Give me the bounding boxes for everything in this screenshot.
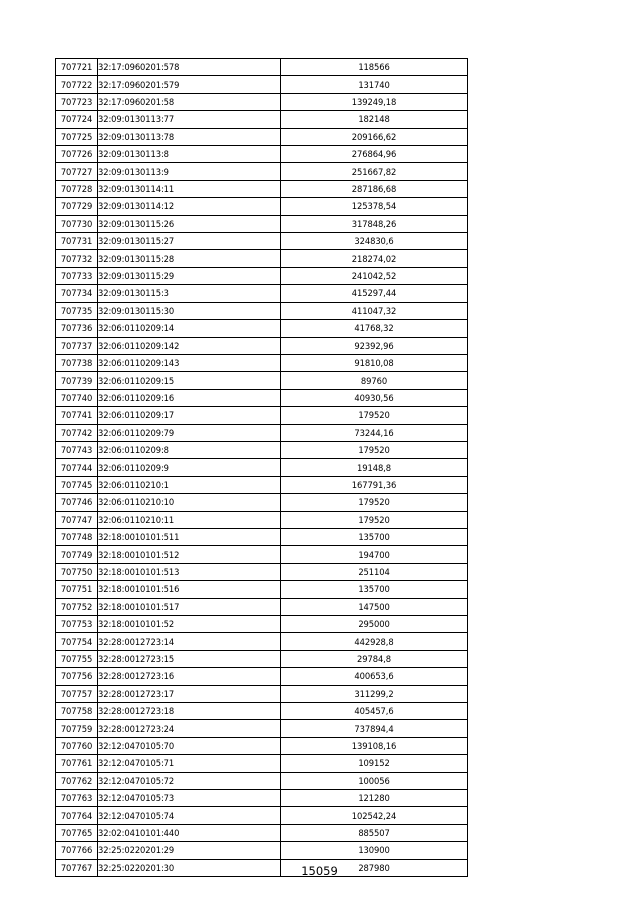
table-row (56, 320, 468, 337)
table-row (56, 407, 468, 424)
cadastral-number-cell: 32:06:0110209:14 (98, 320, 281, 337)
value-cell: 400653,6 (281, 668, 468, 685)
cadastral-number-cell: 32:28:0012723:16 (98, 668, 281, 685)
cadastral-number-cell: 32:06:0110210:1 (98, 476, 281, 493)
cadastral-number-cell: 32:12:0470105:73 (98, 790, 281, 807)
value-cell: 139249,18 (281, 93, 468, 110)
cadastral-number-cell: 32:09:0130115:29 (98, 267, 281, 284)
row-id-cell: 707741 (56, 407, 98, 424)
value-cell: 125378,54 (281, 198, 468, 215)
table-row (56, 285, 468, 302)
table-row (56, 790, 468, 807)
value-cell: 41768,32 (281, 320, 468, 337)
cadastral-number-cell: 32:06:0110210:11 (98, 511, 281, 528)
table-row (56, 128, 468, 145)
value-cell: 251667,82 (281, 163, 468, 180)
cadastral-number-cell: 32:09:0130114:11 (98, 180, 281, 197)
row-id-cell: 707747 (56, 511, 98, 528)
value-cell: 135700 (281, 528, 468, 545)
cadastral-number-cell: 32:09:0130115:26 (98, 215, 281, 232)
row-id-cell: 707722 (56, 76, 98, 93)
cadastral-number-cell: 32:09:0130113:77 (98, 111, 281, 128)
row-id-cell: 707735 (56, 302, 98, 319)
table-row (56, 528, 468, 545)
table-row (56, 76, 468, 93)
cadastral-number-cell: 32:17:0960201:579 (98, 76, 281, 93)
table-row (56, 755, 468, 772)
value-cell: 287980 (281, 859, 468, 876)
table-row (56, 476, 468, 493)
table-row (56, 250, 468, 267)
table-row (56, 441, 468, 458)
cadastral-number-cell: 32:18:0010101:513 (98, 563, 281, 580)
value-cell: 147500 (281, 598, 468, 615)
row-id-cell: 707750 (56, 563, 98, 580)
table-row (56, 668, 468, 685)
row-id-cell: 707755 (56, 650, 98, 667)
cadastral-number-cell: 32:12:0470105:72 (98, 772, 281, 789)
value-cell: 241042,52 (281, 267, 468, 284)
table-row (56, 146, 468, 163)
cadastral-number-cell: 32:06:0110210:10 (98, 494, 281, 511)
table-row (56, 180, 468, 197)
value-cell: 179520 (281, 494, 468, 511)
cadastral-number-cell: 32:09:0130113:78 (98, 128, 281, 145)
table-row (56, 807, 468, 824)
row-id-cell: 707721 (56, 59, 98, 76)
cadastral-number-cell: 32:09:0130113:9 (98, 163, 281, 180)
value-cell: 167791,36 (281, 476, 468, 493)
cadastral-number-cell: 32:25:0220201:29 (98, 842, 281, 859)
value-cell: 121280 (281, 790, 468, 807)
value-cell: 287186,68 (281, 180, 468, 197)
table-row (56, 598, 468, 615)
row-id-cell: 707749 (56, 546, 98, 563)
table-row (56, 302, 468, 319)
cadastral-number-cell: 32:12:0470105:74 (98, 807, 281, 824)
value-cell: 737894,4 (281, 720, 468, 737)
cadastral-number-cell: 32:12:0470105:70 (98, 737, 281, 754)
row-id-cell: 707764 (56, 807, 98, 824)
row-id-cell: 707723 (56, 93, 98, 110)
cadastral-number-cell: 32:06:0110209:142 (98, 337, 281, 354)
cadastral-number-cell: 32:28:0012723:15 (98, 650, 281, 667)
cadastral-number-cell: 32:17:0960201:58 (98, 93, 281, 110)
table-row (56, 163, 468, 180)
row-id-cell: 707738 (56, 354, 98, 371)
row-id-cell: 707725 (56, 128, 98, 145)
value-cell: 130900 (281, 842, 468, 859)
cadastral-value-table (55, 58, 468, 877)
row-id-cell: 707759 (56, 720, 98, 737)
row-id-cell: 707763 (56, 790, 98, 807)
cadastral-number-cell: 32:17:0960201:578 (98, 59, 281, 76)
table-body (56, 59, 468, 877)
table-row (56, 842, 468, 859)
row-id-cell: 707729 (56, 198, 98, 215)
table-row (56, 372, 468, 389)
cadastral-number-cell: 32:02:0410101:440 (98, 824, 281, 841)
table-row (56, 494, 468, 511)
value-cell: 317848,26 (281, 215, 468, 232)
table-row (56, 354, 468, 371)
row-id-cell: 707760 (56, 737, 98, 754)
value-cell: 251104 (281, 563, 468, 580)
row-id-cell: 707743 (56, 441, 98, 458)
value-cell: 885507 (281, 824, 468, 841)
value-cell: 139108,16 (281, 737, 468, 754)
row-id-cell: 707724 (56, 111, 98, 128)
cadastral-number-cell: 32:06:0110209:16 (98, 389, 281, 406)
value-cell: 118566 (281, 59, 468, 76)
table-row (56, 737, 468, 754)
value-cell: 102542,24 (281, 807, 468, 824)
value-cell: 40930,56 (281, 389, 468, 406)
value-cell: 218274,02 (281, 250, 468, 267)
cadastral-number-cell: 32:06:0110209:17 (98, 407, 281, 424)
row-id-cell: 707737 (56, 337, 98, 354)
cadastral-number-cell: 32:18:0010101:517 (98, 598, 281, 615)
table-row (56, 546, 468, 563)
table-row (56, 824, 468, 841)
row-id-cell: 707731 (56, 233, 98, 250)
value-cell: 89760 (281, 372, 468, 389)
row-id-cell: 707754 (56, 633, 98, 650)
row-id-cell: 707744 (56, 459, 98, 476)
table-row (56, 581, 468, 598)
table-row (56, 720, 468, 737)
row-id-cell: 707762 (56, 772, 98, 789)
value-cell: 91810,08 (281, 354, 468, 371)
row-id-cell: 707758 (56, 703, 98, 720)
cadastral-number-cell: 32:28:0012723:14 (98, 633, 281, 650)
table-row (56, 337, 468, 354)
table-row (56, 215, 468, 232)
row-id-cell: 707748 (56, 528, 98, 545)
value-cell: 324830,6 (281, 233, 468, 250)
row-id-cell: 707728 (56, 180, 98, 197)
row-id-cell: 707761 (56, 755, 98, 772)
value-cell: 92392,96 (281, 337, 468, 354)
row-id-cell: 707736 (56, 320, 98, 337)
value-cell: 276864,96 (281, 146, 468, 163)
value-cell: 131740 (281, 76, 468, 93)
table-row (56, 703, 468, 720)
row-id-cell: 707753 (56, 616, 98, 633)
value-cell: 442928,8 (281, 633, 468, 650)
value-cell: 73244,16 (281, 424, 468, 441)
row-id-cell: 707733 (56, 267, 98, 284)
cadastral-number-cell: 32:06:0110209:15 (98, 372, 281, 389)
value-cell: 109152 (281, 755, 468, 772)
cadastral-number-cell: 32:12:0470105:71 (98, 755, 281, 772)
value-cell: 405457,6 (281, 703, 468, 720)
table-row (56, 424, 468, 441)
table-row (56, 267, 468, 284)
value-cell: 179520 (281, 511, 468, 528)
value-cell: 179520 (281, 407, 468, 424)
value-cell: 179520 (281, 441, 468, 458)
cadastral-number-cell: 32:06:0110209:8 (98, 441, 281, 458)
row-id-cell: 707766 (56, 842, 98, 859)
table-row (56, 198, 468, 215)
table-row (56, 389, 468, 406)
value-cell: 182148 (281, 111, 468, 128)
cadastral-number-cell: 32:09:0130114:12 (98, 198, 281, 215)
table-row (56, 650, 468, 667)
table-row (56, 563, 468, 580)
cadastral-number-cell: 32:09:0130113:8 (98, 146, 281, 163)
table-row (56, 511, 468, 528)
row-id-cell: 707745 (56, 476, 98, 493)
row-id-cell: 707765 (56, 824, 98, 841)
row-id-cell: 707752 (56, 598, 98, 615)
table-row (56, 633, 468, 650)
cadastral-number-cell: 32:18:0010101:512 (98, 546, 281, 563)
value-cell: 411047,32 (281, 302, 468, 319)
cadastral-number-cell: 32:18:0010101:516 (98, 581, 281, 598)
row-id-cell: 707751 (56, 581, 98, 598)
table-row (56, 233, 468, 250)
table-row (56, 459, 468, 476)
cadastral-number-cell: 32:18:0010101:511 (98, 528, 281, 545)
value-cell: 100056 (281, 772, 468, 789)
cadastral-number-cell: 32:18:0010101:52 (98, 616, 281, 633)
row-id-cell: 707732 (56, 250, 98, 267)
cadastral-number-cell: 32:25:0220201:30 (98, 859, 281, 876)
value-cell: 311299,2 (281, 685, 468, 702)
row-id-cell: 707730 (56, 215, 98, 232)
cadastral-number-cell: 32:06:0110209:79 (98, 424, 281, 441)
row-id-cell: 707757 (56, 685, 98, 702)
table-row (56, 616, 468, 633)
cadastral-number-cell: 32:28:0012723:17 (98, 685, 281, 702)
table-row (56, 111, 468, 128)
row-id-cell: 707739 (56, 372, 98, 389)
row-id-cell: 707756 (56, 668, 98, 685)
value-cell: 209166,62 (281, 128, 468, 145)
table-row (56, 685, 468, 702)
cadastral-number-cell: 32:28:0012723:18 (98, 703, 281, 720)
cadastral-number-cell: 32:09:0130115:28 (98, 250, 281, 267)
value-cell: 194700 (281, 546, 468, 563)
row-id-cell: 707746 (56, 494, 98, 511)
cadastral-number-cell: 32:09:0130115:30 (98, 302, 281, 319)
row-id-cell: 707734 (56, 285, 98, 302)
cadastral-number-cell: 32:06:0110209:9 (98, 459, 281, 476)
value-cell: 19148,8 (281, 459, 468, 476)
value-cell: 295000 (281, 616, 468, 633)
page-number: 15059 (301, 864, 338, 878)
row-id-cell: 707726 (56, 146, 98, 163)
cadastral-number-cell: 32:09:0130115:27 (98, 233, 281, 250)
row-id-cell: 707742 (56, 424, 98, 441)
row-id-cell: 707767 (56, 859, 98, 876)
table-row (56, 772, 468, 789)
cadastral-number-cell: 32:09:0130115:3 (98, 285, 281, 302)
value-cell: 415297,44 (281, 285, 468, 302)
value-cell: 135700 (281, 581, 468, 598)
row-id-cell: 707727 (56, 163, 98, 180)
row-id-cell: 707740 (56, 389, 98, 406)
value-cell: 29784,8 (281, 650, 468, 667)
table-row (56, 59, 468, 76)
table-row (56, 93, 468, 110)
cadastral-number-cell: 32:28:0012723:24 (98, 720, 281, 737)
cadastral-number-cell: 32:06:0110209:143 (98, 354, 281, 371)
